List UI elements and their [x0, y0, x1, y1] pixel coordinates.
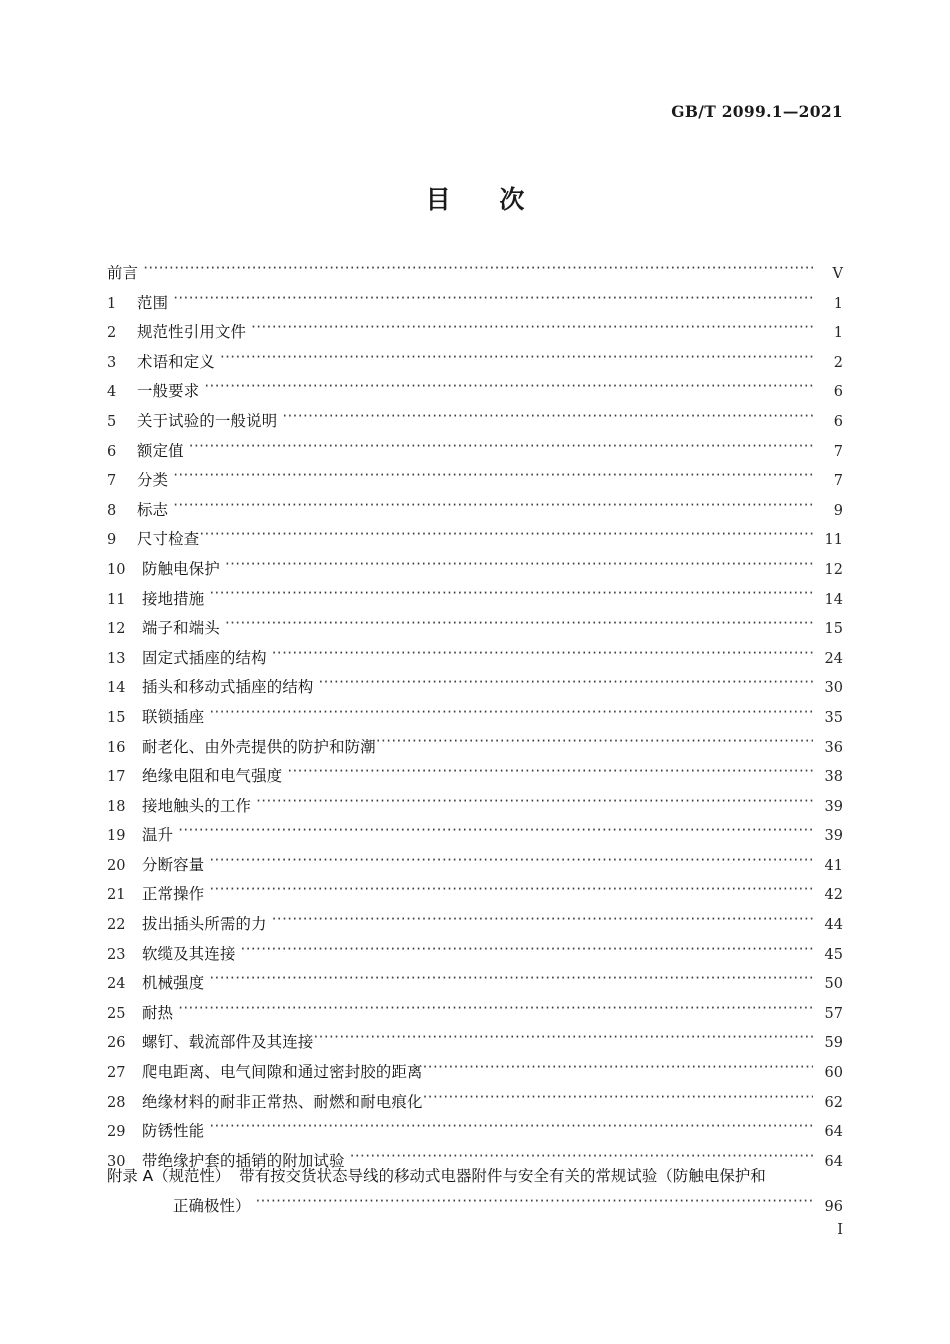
toc-entry[interactable]	[107, 587, 843, 617]
toc-entry[interactable]	[107, 705, 843, 735]
dot-leader	[173, 292, 813, 308]
toc-entry-label: 绝缘材料的耐非正常热、耐燃和耐电痕化	[142, 1092, 423, 1111]
toc-entry-page-number: 35	[824, 709, 843, 726]
toc-entry[interactable]	[107, 291, 843, 321]
toc-entry-label: 一般要求	[137, 382, 200, 401]
toc-entry-page-number: 44	[824, 917, 843, 934]
toc-entry-number: 27	[107, 1065, 126, 1082]
dot-leader	[319, 677, 814, 693]
toc-entry-page-number: 39	[824, 828, 843, 845]
toc-entry-label: 温升	[142, 826, 174, 845]
page-title: 目 次	[425, 185, 545, 214]
dot-leader	[314, 1032, 814, 1048]
toc-entry-label: 接地措施	[142, 589, 205, 608]
toc-entry[interactable]	[107, 823, 843, 853]
toc-entry-page-number: 64	[824, 1124, 843, 1141]
toc-entry-number: 18	[107, 798, 126, 815]
toc-entry[interactable]	[107, 498, 843, 528]
toc-entry[interactable]	[107, 912, 843, 942]
toc-entry-page-number: 15	[824, 621, 843, 638]
toc-entry-label: 耐老化、由外壳提供的防护和防潮	[142, 737, 376, 756]
annex-label: 附录 A（规范性）	[107, 1167, 231, 1185]
dot-leader	[199, 529, 813, 545]
toc-entry-number: 8	[107, 502, 117, 519]
toc-entry-number: 21	[107, 887, 126, 904]
toc-entry[interactable]	[107, 646, 843, 676]
dot-leader	[272, 914, 813, 930]
toc-entry-page-number: 2	[833, 354, 843, 371]
toc-entry[interactable]	[107, 794, 843, 824]
toc-entry-label: 爬电距离、电气间隙和通过密封胶的距离	[142, 1063, 423, 1082]
toc-entry[interactable]	[107, 1030, 843, 1060]
page-folio: I	[837, 1222, 843, 1238]
dot-leader	[209, 588, 813, 604]
toc-entry-label: 防锈性能	[142, 1122, 205, 1141]
toc-entry-number: 2	[107, 325, 117, 342]
toc-entry[interactable]	[107, 261, 843, 291]
dot-leader	[225, 558, 813, 574]
toc-entry-number: 17	[107, 769, 126, 786]
toc-entry-number: 3	[107, 354, 117, 371]
toc-entry[interactable]	[107, 616, 843, 646]
toc-entry-label: 机械强度	[142, 974, 205, 993]
toc-entry-label: 规范性引用文件	[137, 323, 247, 342]
toc-entry-label: 固定式插座的结构	[142, 648, 267, 667]
toc-entry-number: 23	[107, 946, 126, 963]
dot-leader	[256, 795, 813, 811]
toc-entry-page-number: 7	[833, 443, 843, 460]
toc-entry-label: 额定值	[137, 441, 184, 460]
toc-entry-number: 25	[107, 1005, 126, 1022]
toc-entry-label: 防触电保护	[142, 559, 220, 578]
dot-leader	[376, 736, 813, 752]
toc-entry-label: 分断容量	[142, 855, 205, 874]
toc-entry[interactable]	[107, 1090, 843, 1120]
toc-entry-page-number: 36	[824, 739, 843, 756]
dot-leader	[241, 943, 813, 959]
annex-line-first	[107, 1164, 843, 1194]
toc-annex-entry[interactable]	[107, 1164, 843, 1223]
dot-leader	[178, 825, 813, 841]
toc-entry[interactable]	[107, 350, 843, 380]
toc-entry-page-number: 38	[824, 769, 843, 786]
dot-leader	[173, 499, 813, 515]
toc-entry-page-number: 41	[824, 857, 843, 874]
dot-leader	[204, 381, 813, 397]
dot-leader	[423, 1062, 813, 1078]
toc-entry-page-number: V	[832, 266, 843, 282]
dot-leader	[423, 1091, 813, 1107]
toc-entry-number: 4	[107, 384, 117, 401]
toc-entry-number: 16	[107, 739, 126, 756]
toc-entry[interactable]	[107, 557, 843, 587]
dot-leader	[282, 410, 813, 426]
toc-entry-page-number: 57	[824, 1005, 843, 1022]
toc-entry[interactable]	[107, 764, 843, 794]
toc-entry-label: 标志	[137, 500, 169, 519]
toc-entry-number: 12	[107, 621, 126, 638]
dot-leader	[287, 766, 813, 782]
toc-entry-number: 15	[107, 709, 126, 726]
toc-entry[interactable]	[107, 942, 843, 972]
toc-entry-page-number: 60	[824, 1065, 843, 1082]
toc-entry-page-number: 14	[824, 591, 843, 608]
dot-leader	[209, 854, 813, 870]
toc-entry[interactable]	[107, 468, 843, 498]
toc-entry-number: 5	[107, 413, 117, 430]
toc-entry-number: 7	[107, 473, 117, 490]
toc-entry-label: 软缆及其连接	[142, 944, 236, 963]
toc-entry-number: 1	[107, 295, 117, 312]
toc-entry[interactable]	[107, 882, 843, 912]
toc-entry[interactable]	[107, 971, 843, 1001]
toc-entry-page-number: 45	[824, 946, 843, 963]
toc-entry-label: 联锁插座	[142, 707, 205, 726]
dot-leader	[255, 1195, 813, 1210]
toc-entry-page-number: 24	[824, 650, 843, 667]
toc-entry-number: 11	[107, 591, 126, 608]
toc-entry-page-number: 50	[824, 976, 843, 993]
toc-entry-label: 端子和端头	[142, 619, 220, 638]
toc-entry-page-number: 12	[824, 561, 843, 578]
running-head-standard-number: GB/T 2099.1—2021	[671, 102, 843, 121]
toc-entry-page-number: 7	[833, 473, 843, 490]
dot-leader	[220, 351, 813, 367]
toc-entry[interactable]	[107, 853, 843, 883]
toc-entry[interactable]	[107, 527, 843, 557]
toc-entry-number: 24	[107, 976, 126, 993]
toc-entry[interactable]	[107, 379, 843, 409]
toc-entry-number: 29	[107, 1124, 126, 1141]
toc-entry-page-number: 6	[833, 384, 843, 401]
annex-title-line-1: 带有按交货状态导线的移动式电器附件与安全有关的常规试验（防触电保护和	[239, 1167, 766, 1185]
dot-leader	[143, 263, 813, 279]
annex-page-number: 96	[824, 1198, 843, 1215]
toc-entry[interactable]	[107, 675, 843, 705]
dot-leader	[173, 470, 813, 486]
toc-entry-page-number: 30	[824, 680, 843, 697]
toc-entry-label: 绝缘电阻和电气强度	[142, 767, 283, 786]
toc-entry-number: 14	[107, 680, 126, 697]
toc-entry-label: 螺钉、载流部件及其连接	[142, 1033, 314, 1052]
toc-entry[interactable]	[107, 735, 843, 765]
toc-entry-label: 拔出插头所需的力	[142, 915, 267, 934]
toc-entry-number: 10	[107, 561, 126, 578]
toc-entry-label: 分类	[137, 471, 169, 490]
toc-entry-number: 9	[107, 532, 117, 549]
dot-leader	[209, 973, 813, 989]
annex-line-second	[107, 1194, 843, 1224]
toc-entry-number: 28	[107, 1094, 126, 1111]
toc-entry-label: 耐热	[142, 1003, 174, 1022]
toc-entry[interactable]	[107, 1060, 843, 1090]
toc-entry-label: 术语和定义	[137, 352, 215, 371]
toc-entry-page-number: 39	[824, 798, 843, 815]
toc-entry-number: 26	[107, 1035, 126, 1052]
toc-entry-label: 尺寸检查	[137, 530, 200, 549]
toc-entry-page-number: 6	[833, 413, 843, 430]
toc-entry-label: 接地触头的工作	[142, 796, 252, 815]
toc-entry-label: 前言	[107, 264, 139, 282]
toc-entry[interactable]	[107, 409, 843, 439]
toc-entry-number: 13	[107, 650, 126, 667]
toc-entry[interactable]	[107, 320, 843, 350]
toc-entry[interactable]	[107, 1119, 843, 1149]
toc-entry-number: 19	[107, 828, 126, 845]
toc-entry-label: 范围	[137, 293, 169, 312]
dot-leader	[178, 1002, 813, 1018]
toc-entry-number: 20	[107, 857, 126, 874]
dot-leader	[251, 322, 813, 338]
toc-entry[interactable]	[107, 1001, 843, 1031]
dot-leader	[189, 440, 813, 456]
toc-entry-number: 6	[107, 443, 117, 460]
annex-title-line-2: 正确极性）	[173, 1196, 251, 1215]
toc-entry-page-number: 9	[833, 502, 843, 519]
toc-entry[interactable]	[107, 439, 843, 469]
dot-leader	[225, 618, 813, 634]
toc-entry-page-number: 64	[824, 1153, 843, 1170]
dot-leader	[209, 1121, 813, 1137]
toc-entry-label: 插头和移动式插座的结构	[142, 678, 314, 697]
toc-entry-label: 正常操作	[142, 885, 205, 904]
toc-entry-number: 30	[107, 1153, 126, 1170]
dot-leader	[209, 884, 813, 900]
dot-leader	[209, 706, 813, 722]
toc-entry-page-number: 1	[833, 325, 843, 342]
table-of-contents	[107, 261, 843, 1178]
toc-entry-page-number: 1	[833, 295, 843, 312]
toc-entry-page-number: 11	[824, 532, 843, 549]
toc-entry-page-number: 62	[824, 1094, 843, 1111]
toc-entry-page-number: 59	[824, 1035, 843, 1052]
toc-entry-label: 带绝缘护套的插销的附加试验	[142, 1151, 345, 1170]
toc-entry-page-number: 42	[824, 887, 843, 904]
toc-entry-number: 22	[107, 917, 126, 934]
toc-entry-label: 关于试验的一般说明	[137, 411, 278, 430]
dot-leader	[272, 647, 813, 663]
